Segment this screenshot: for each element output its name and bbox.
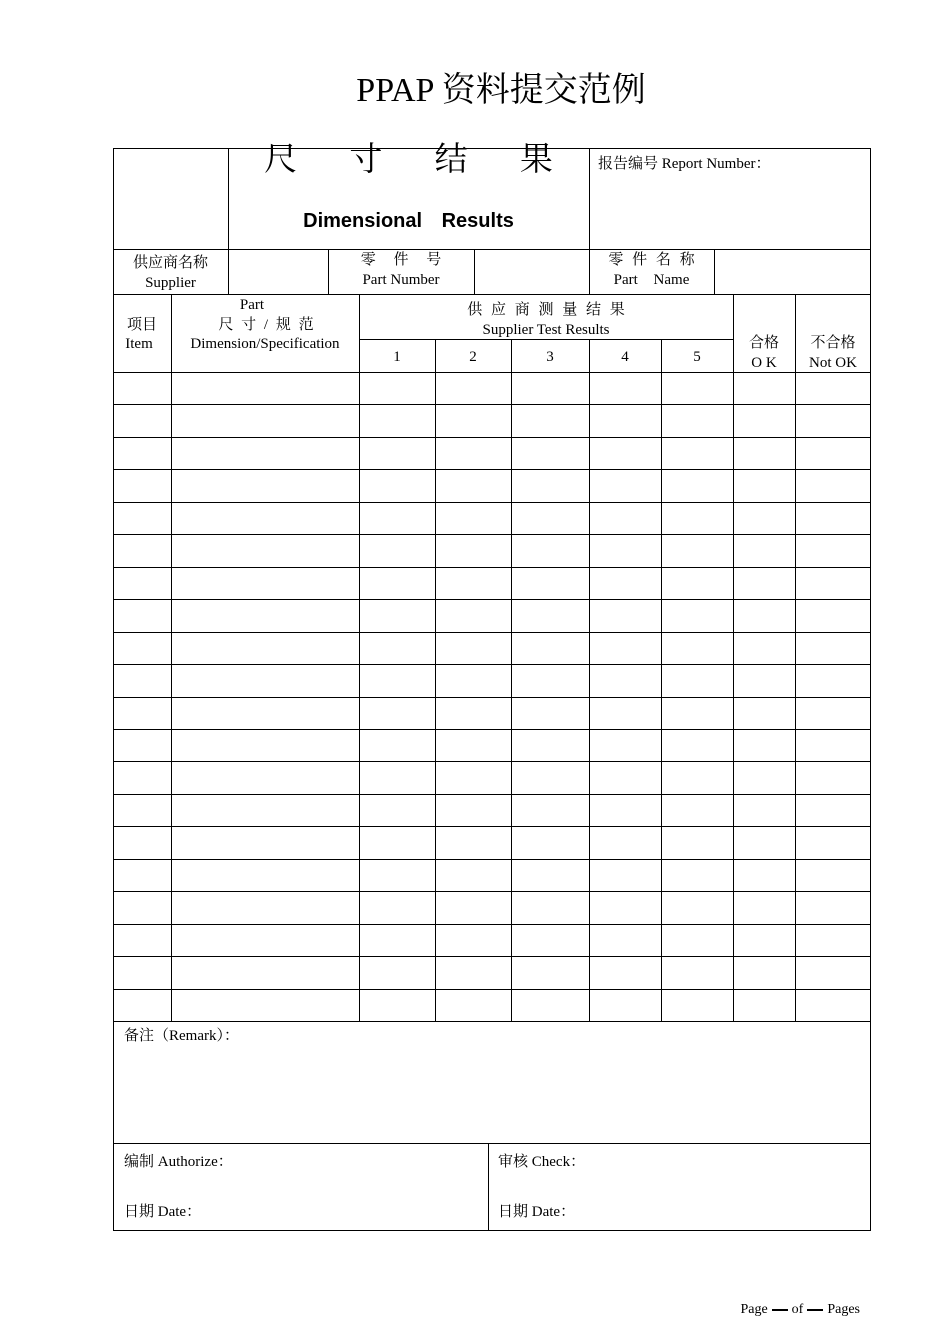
table-cell[interactable]	[734, 762, 794, 792]
table-cell[interactable]	[114, 405, 170, 435]
table-cell[interactable]	[114, 892, 170, 922]
info-divider-5	[714, 249, 715, 294]
table-cell[interactable]	[590, 730, 660, 760]
col-result-5: 5	[693, 349, 701, 365]
page-total-blank[interactable]	[807, 1309, 823, 1311]
table-cell[interactable]	[172, 795, 358, 825]
table-cell[interactable]	[734, 957, 794, 987]
table-cell[interactable]	[436, 470, 510, 500]
table-cell[interactable]	[360, 600, 434, 630]
table-cell[interactable]	[360, 730, 434, 760]
table-cell[interactable]	[590, 405, 660, 435]
page-footer	[740, 1302, 860, 1318]
part-number-label-cn: 零 件 号	[360, 252, 442, 268]
table-cell[interactable]	[590, 860, 660, 890]
table-cell[interactable]	[172, 600, 358, 630]
supplier-label-en: Supplier	[145, 275, 196, 291]
table-cell[interactable]	[734, 633, 794, 663]
table-cell[interactable]	[512, 698, 588, 728]
table-cell[interactable]	[796, 438, 870, 468]
part-name-field[interactable]	[716, 251, 869, 292]
table-cell[interactable]	[796, 373, 870, 403]
table-cell[interactable]	[114, 438, 170, 468]
table-cell[interactable]	[436, 957, 510, 987]
table-cell[interactable]	[734, 438, 794, 468]
table-cell[interactable]	[662, 730, 732, 760]
table-cell[interactable]	[590, 698, 660, 728]
table-cell[interactable]	[172, 568, 358, 598]
check-label: 审核 Check：	[498, 1154, 586, 1170]
table-cell[interactable]	[796, 470, 870, 500]
table-cell[interactable]	[360, 990, 434, 1020]
check-field[interactable]	[590, 1150, 860, 1176]
table-cell[interactable]	[796, 665, 870, 695]
table-cell[interactable]	[436, 405, 510, 435]
table-cell[interactable]	[512, 892, 588, 922]
table-cell[interactable]	[360, 535, 434, 565]
table-cell[interactable]	[360, 762, 434, 792]
table-cell[interactable]	[590, 568, 660, 598]
table-cell[interactable]	[590, 925, 660, 955]
table-cell[interactable]	[512, 405, 588, 435]
table-cell[interactable]	[512, 795, 588, 825]
table-cell[interactable]	[172, 860, 358, 890]
table-cell[interactable]	[590, 633, 660, 663]
table-cell[interactable]	[796, 892, 870, 922]
table-cell[interactable]	[114, 698, 170, 728]
table-cell[interactable]	[662, 892, 732, 922]
table-cell[interactable]	[512, 568, 588, 598]
table-cell[interactable]	[512, 438, 588, 468]
remark-label: 备注（Remark）：	[124, 1028, 239, 1044]
supplier-label-cn: 供应商名称	[132, 255, 208, 271]
table-cell[interactable]	[114, 795, 170, 825]
info-divider-1	[228, 249, 229, 294]
col-item-cn: 项目	[126, 317, 157, 333]
table-cell[interactable]	[360, 795, 434, 825]
table-cell[interactable]	[512, 600, 588, 630]
table-cell[interactable]	[662, 405, 732, 435]
table-cell[interactable]	[734, 990, 794, 1020]
table-cell[interactable]	[734, 503, 794, 533]
table-cell[interactable]	[662, 698, 732, 728]
col-result-2: 2	[469, 349, 477, 365]
document-title: PPAP 资料提交范例	[356, 72, 646, 109]
table-cell[interactable]	[114, 925, 170, 955]
table-cell[interactable]	[114, 665, 170, 695]
signoff-top-line	[113, 1143, 871, 1144]
table-cell[interactable]	[114, 568, 170, 598]
table-cell[interactable]	[360, 503, 434, 533]
table-cell[interactable]	[436, 600, 510, 630]
part-name-label-cn: 零 件 名 称	[608, 252, 695, 268]
table-cell[interactable]	[662, 827, 732, 857]
table-cell[interactable]	[796, 730, 870, 760]
table-cell[interactable]	[662, 568, 732, 598]
table-cell[interactable]	[796, 925, 870, 955]
table-cell[interactable]	[734, 795, 794, 825]
table-cell[interactable]	[796, 860, 870, 890]
table-cell[interactable]	[436, 698, 510, 728]
table-cell[interactable]	[360, 405, 434, 435]
table-cell[interactable]	[662, 373, 732, 403]
report-number-field[interactable]	[780, 150, 868, 180]
table-cell[interactable]	[662, 795, 732, 825]
table-cell[interactable]	[172, 535, 358, 565]
table-cell[interactable]	[360, 633, 434, 663]
table-cell[interactable]	[436, 438, 510, 468]
table-cell[interactable]	[512, 503, 588, 533]
table-cell[interactable]	[796, 957, 870, 987]
table-cell[interactable]	[114, 860, 170, 890]
table-cell[interactable]	[114, 730, 170, 760]
table-cell[interactable]	[662, 925, 732, 955]
table-cell[interactable]	[114, 990, 170, 1020]
table-cell[interactable]	[662, 438, 732, 468]
table-cell[interactable]	[512, 925, 588, 955]
table-cell[interactable]	[796, 600, 870, 630]
table-cell[interactable]	[512, 373, 588, 403]
table-cell[interactable]	[662, 535, 732, 565]
table-cell[interactable]	[734, 730, 794, 760]
col-result-1: 1	[393, 349, 401, 365]
table-cell[interactable]	[590, 503, 660, 533]
table-cell[interactable]	[172, 925, 358, 955]
header-title-en: Dimensional Results	[303, 210, 514, 232]
table-cell[interactable]	[114, 373, 170, 403]
col-ok-en: O K	[751, 355, 777, 371]
table-cell[interactable]	[590, 990, 660, 1020]
table-cell[interactable]	[360, 957, 434, 987]
table-cell[interactable]	[590, 470, 660, 500]
table-cell[interactable]	[360, 665, 434, 695]
table-cell[interactable]	[436, 860, 510, 890]
table-cell[interactable]	[796, 762, 870, 792]
table-cell[interactable]	[590, 892, 660, 922]
table-cell[interactable]	[734, 925, 794, 955]
table-cell[interactable]	[172, 957, 358, 987]
table-cell[interactable]	[360, 568, 434, 598]
table-cell[interactable]	[436, 633, 510, 663]
table-cell[interactable]	[796, 405, 870, 435]
table-cell[interactable]	[172, 438, 358, 468]
table-cell[interactable]	[172, 762, 358, 792]
remark-top-line	[113, 1021, 871, 1022]
table-cell[interactable]	[734, 698, 794, 728]
table-cell[interactable]	[512, 730, 588, 760]
pages-label: Pages	[827, 1302, 860, 1317]
table-cell[interactable]	[436, 503, 510, 533]
table-cell[interactable]	[114, 600, 170, 630]
table-cell[interactable]	[172, 730, 358, 760]
table-cell[interactable]	[734, 470, 794, 500]
table-cell[interactable]	[360, 827, 434, 857]
table-cell[interactable]	[590, 535, 660, 565]
table-cell[interactable]	[172, 698, 358, 728]
part-name-label-en: Part Name	[613, 272, 690, 288]
table-cell[interactable]	[662, 470, 732, 500]
table-cell[interactable]	[796, 827, 870, 857]
table-cell[interactable]	[734, 535, 794, 565]
table-cell[interactable]	[114, 957, 170, 987]
table-cell[interactable]	[590, 957, 660, 987]
table-cell[interactable]	[662, 665, 732, 695]
table-cell[interactable]	[512, 762, 588, 792]
col-notok-en: Not OK	[809, 355, 857, 371]
table-cell[interactable]	[590, 373, 660, 403]
table-cell[interactable]	[114, 470, 170, 500]
part-number-label-en: Part Number	[362, 272, 440, 288]
col-spec-cn: 尺 寸 / 规 范	[218, 317, 314, 333]
table-cell[interactable]	[436, 730, 510, 760]
table-cell[interactable]	[662, 633, 732, 663]
table-cell[interactable]	[662, 990, 732, 1020]
table-cell[interactable]	[172, 470, 358, 500]
table-cell[interactable]	[590, 827, 660, 857]
authorize-field[interactable]	[240, 1150, 480, 1176]
table-cell[interactable]	[360, 860, 434, 890]
col-ok-cn: 合格	[748, 335, 779, 351]
table-cell[interactable]	[436, 990, 510, 1020]
authorize-label: 编制 Authorize：	[124, 1154, 233, 1170]
table-cell[interactable]	[436, 373, 510, 403]
table-cell[interactable]	[436, 892, 510, 922]
table-cell[interactable]	[360, 698, 434, 728]
table-cell[interactable]	[360, 438, 434, 468]
table-cell[interactable]	[734, 600, 794, 630]
table-cell[interactable]	[114, 503, 170, 533]
table-cell[interactable]	[436, 665, 510, 695]
table-cell[interactable]	[172, 990, 358, 1020]
table-cell[interactable]	[172, 892, 358, 922]
table-cell[interactable]	[512, 990, 588, 1020]
table-cell[interactable]	[662, 503, 732, 533]
col-results-cn: 供 应 商 测 量 结 果	[467, 302, 625, 318]
table-cell[interactable]	[114, 762, 170, 792]
table-cell[interactable]	[796, 503, 870, 533]
report-number-label: 报告编号 Report Number：	[598, 156, 771, 172]
table-cell[interactable]	[114, 827, 170, 857]
table-cell[interactable]	[796, 698, 870, 728]
table-cell[interactable]	[360, 470, 434, 500]
table-cell[interactable]	[436, 925, 510, 955]
table-cell[interactable]	[734, 827, 794, 857]
col-spec-en: Dimension/Specification	[190, 336, 340, 352]
authorize-date-label: 日期 Date：	[124, 1204, 202, 1220]
supplier-field[interactable]	[230, 251, 326, 292]
of-label: of	[791, 1302, 804, 1317]
header-bottom-line	[113, 249, 871, 250]
table-cell[interactable]	[512, 827, 588, 857]
check-date-label: 日期 Date：	[498, 1204, 576, 1220]
table-cell[interactable]	[512, 665, 588, 695]
table-cell[interactable]	[512, 957, 588, 987]
table-cell[interactable]	[512, 860, 588, 890]
table-cell[interactable]	[436, 535, 510, 565]
table-cell[interactable]	[590, 665, 660, 695]
results-subheader-line	[359, 339, 733, 340]
table-cell[interactable]	[114, 535, 170, 565]
table-cell[interactable]	[590, 762, 660, 792]
table-cell[interactable]	[734, 405, 794, 435]
col-result-3: 3	[546, 349, 554, 365]
table-cell[interactable]	[734, 860, 794, 890]
table-cell[interactable]	[590, 600, 660, 630]
table-cell[interactable]	[172, 665, 358, 695]
table-cell[interactable]	[436, 795, 510, 825]
table-cell[interactable]	[796, 535, 870, 565]
page-label: Page	[740, 1302, 768, 1317]
remark-field[interactable]	[116, 1050, 868, 1140]
table-cell[interactable]	[662, 957, 732, 987]
signoff-divider	[488, 1143, 489, 1231]
table-cell[interactable]	[172, 373, 358, 403]
table-cell[interactable]	[734, 568, 794, 598]
table-cell[interactable]	[796, 568, 870, 598]
table-cell[interactable]	[734, 373, 794, 403]
table-cell[interactable]	[172, 633, 358, 663]
table-cell[interactable]	[590, 795, 660, 825]
header-title-cn: 尺 寸 结 果	[264, 142, 575, 178]
col-results-en: Supplier Test Results	[482, 322, 610, 338]
col-notok-cn: 不合格	[810, 335, 856, 351]
table-cell[interactable]	[796, 795, 870, 825]
table-cell[interactable]	[436, 568, 510, 598]
table-cell[interactable]	[662, 860, 732, 890]
table-cell[interactable]	[172, 827, 358, 857]
table-cell[interactable]	[662, 762, 732, 792]
table-cell[interactable]	[172, 503, 358, 533]
table-cell[interactable]	[436, 827, 510, 857]
table-cell[interactable]	[360, 925, 434, 955]
col-spec-part: Part	[239, 297, 265, 313]
table-cell[interactable]	[734, 892, 794, 922]
table-cell[interactable]	[172, 405, 358, 435]
table-cell[interactable]	[512, 470, 588, 500]
col-result-4: 4	[621, 349, 629, 365]
page-number-blank[interactable]	[772, 1309, 788, 1311]
table-cell[interactable]	[114, 633, 170, 663]
table-cell[interactable]	[360, 373, 434, 403]
table-cell[interactable]	[796, 633, 870, 663]
info-divider-3	[474, 249, 475, 294]
table-cell[interactable]	[734, 665, 794, 695]
table-cell[interactable]	[796, 990, 870, 1020]
part-number-field[interactable]	[476, 251, 587, 292]
table-cell[interactable]	[512, 633, 588, 663]
table-cell[interactable]	[590, 438, 660, 468]
table-cell[interactable]	[662, 600, 732, 630]
col-item-en: Item	[125, 336, 153, 352]
table-cell[interactable]	[436, 762, 510, 792]
table-cell[interactable]	[512, 535, 588, 565]
table-cell[interactable]	[360, 892, 434, 922]
